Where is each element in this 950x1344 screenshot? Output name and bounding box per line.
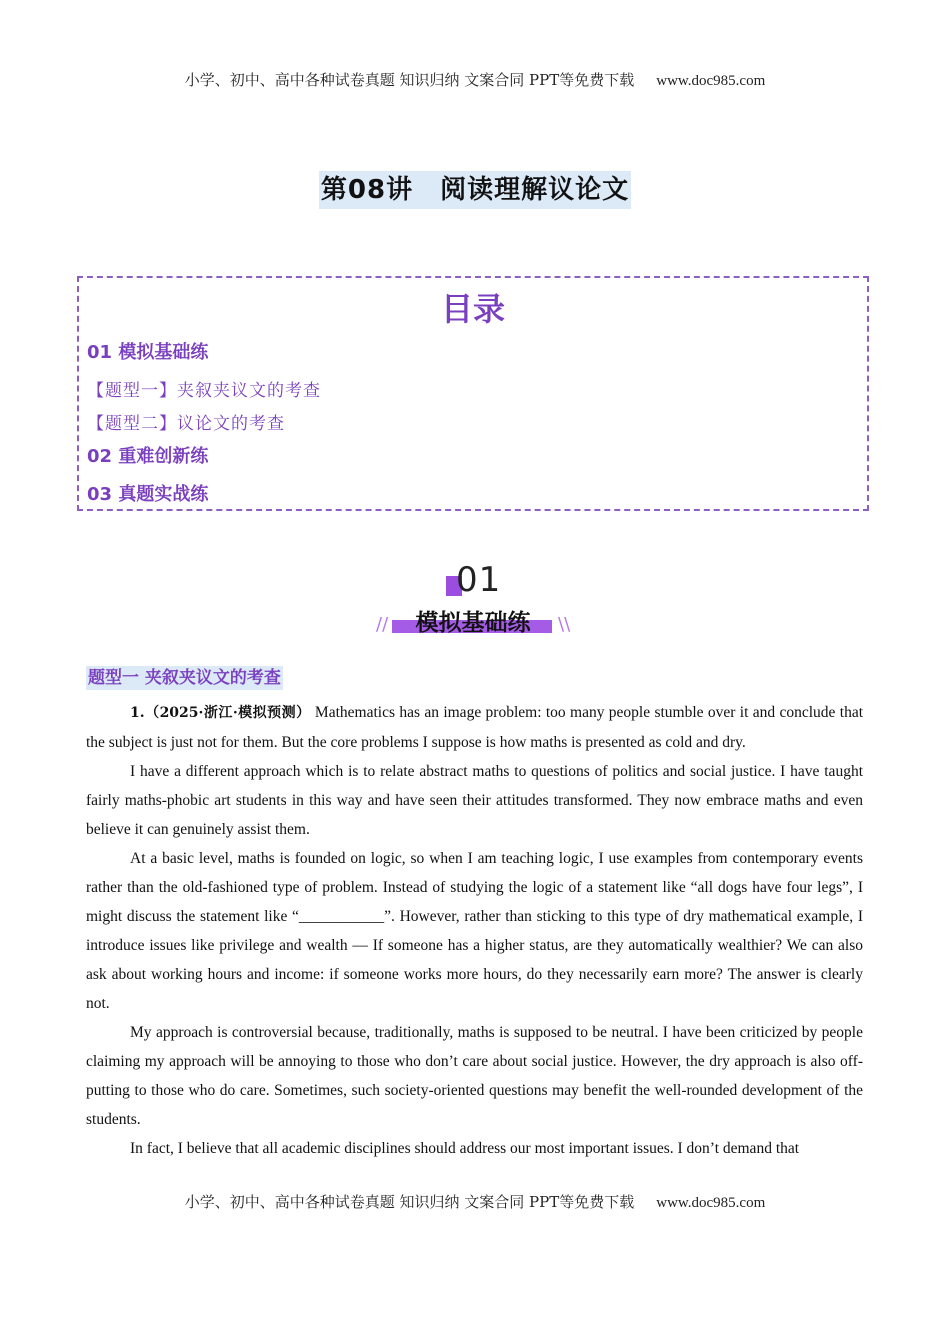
- table-of-contents: [77, 276, 869, 511]
- banner-right-deco: \\: [558, 614, 571, 635]
- footer-site-link[interactable]: www.doc985.com: [656, 1195, 766, 1211]
- header-text: 小学、初中、高中各种试卷真题 知识归纳 文案合同 PPT等免费下载: [184, 71, 635, 89]
- paragraph-5: In fact, I believe that all academic disciplines should address our most important issues. I don’t demand that: [130, 1140, 800, 1157]
- banner-label: 模拟基础练: [415, 610, 531, 636]
- toc-item-type-1[interactable]: 【题型一】夹叙夹议文的考查: [87, 381, 321, 401]
- toc-title: 目录: [440, 290, 505, 328]
- paragraph-3: At a basic level, maths is founded on logic, so when I am teaching logic, I use examples from contemporary events rather than the old-fashioned type of problem. Instead of studying the logic of a statement like “all dogs have four legs”, I might discuss the statement like “___________”. However, rather than sticking to this type of dry mathematical example, I introduce issues like privilege and wealth — If someone has a higher status, are they automatically wealthier? We can also ask about working hours and income: if someone works more hours, do they necessarily earn more? The answer is clearly not.: [86, 850, 863, 1012]
- banner-number: 01: [456, 560, 502, 600]
- section-heading: 题型一 夹叙夹议文的考查: [88, 668, 281, 688]
- question-body: [86, 698, 863, 1163]
- page-header: [0, 69, 950, 90]
- paragraph-1: [86, 698, 863, 757]
- section-banner: [370, 560, 580, 640]
- page-title: 第08讲 阅读理解议论文: [319, 171, 631, 209]
- banner-left-deco: //: [376, 614, 389, 635]
- paragraph-2: I have a different approach which is to relate abstract maths to questions of politics and social justice. I have taught fairly maths-phobic art students in this way and have seen their attitudes transformed. They now embrace maths and even believe it can genuinely assist them.: [86, 763, 863, 838]
- footer-text: 小学、初中、高中各种试卷真题 知识归纳 文案合同 PPT等免费下载: [184, 1193, 635, 1211]
- header-site-link[interactable]: www.doc985.com: [656, 73, 766, 89]
- paragraph-1-text: Mathematics has an image problem: too many people stumble over it and conclude that the subject is just not for them. But the core problems I suppose is how maths is presented as cold and dry.: [86, 704, 864, 751]
- toc-item-type-2[interactable]: 【题型二】议论文的考查: [87, 414, 285, 434]
- toc-item-03[interactable]: 03 真题实战练: [87, 484, 209, 505]
- question-tag: 1.（2025·浙江·模拟预测）: [130, 705, 311, 721]
- toc-item-02[interactable]: 02 重难创新练: [87, 446, 209, 467]
- paragraph-4: My approach is controversial because, traditionally, maths is supposed to be neutral. I have been criticized by people claiming my approach will be annoying to those who don’t care about social justice. However, the dry approach is also off-putting to those who do care. Sometimes, such society-oriented questions may benefit the well-rounded development of the students.: [86, 1024, 863, 1128]
- toc-item-01[interactable]: 01 模拟基础练: [87, 342, 209, 363]
- page-footer: [0, 1191, 950, 1212]
- title-wrap: [0, 171, 950, 209]
